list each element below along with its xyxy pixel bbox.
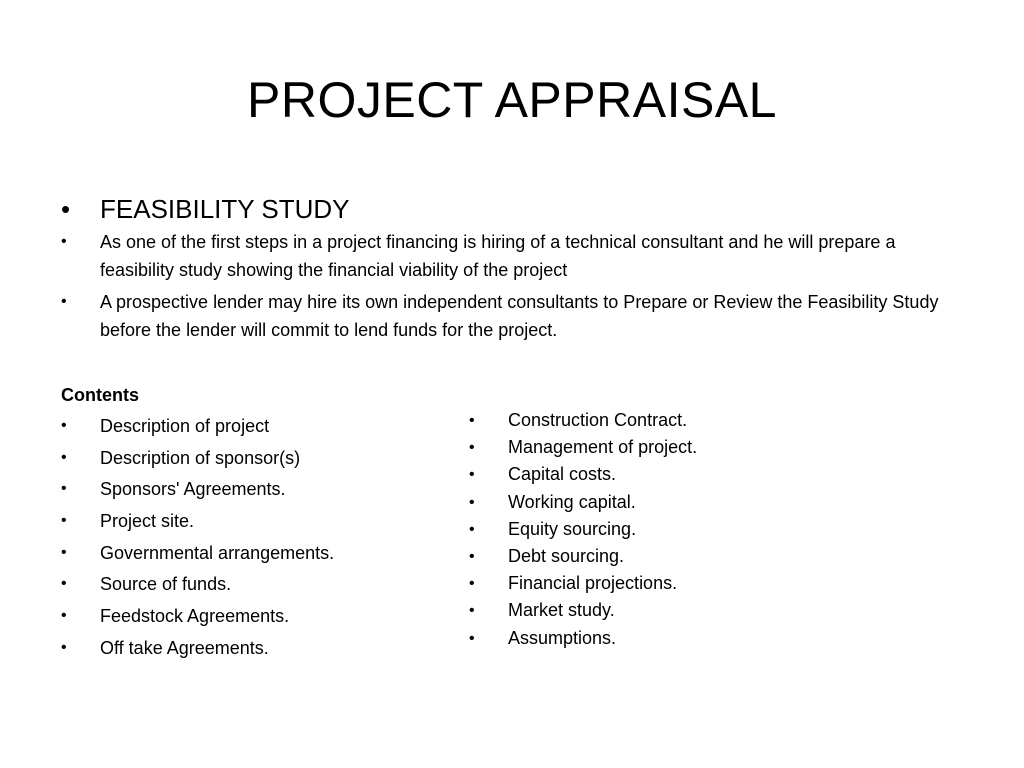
bullet-icon: •: [61, 233, 67, 250]
bullet-icon: •: [469, 520, 475, 538]
bullet-icon: •: [61, 448, 67, 466]
list-item: [60, 412, 460, 440]
list-item: [60, 539, 460, 567]
contents-item: Capital costs.: [508, 464, 617, 485]
bullet-icon: •: [61, 417, 67, 434]
bullet-icon: •: [61, 293, 67, 310]
bullet-icon: •: [469, 602, 475, 620]
contents-item: Equity sourcing.: [508, 518, 637, 539]
contents-item: Construction Contract.: [508, 410, 688, 430]
bullet-text: A prospective lender may hire its own independent consultants to Prepare or Review the Feasibility Study before the lender will commit to lend funds for the project.: [100, 292, 939, 340]
feasibility-study-heading: FEASIBILITY STUDY: [100, 194, 350, 224]
list-item: [468, 543, 968, 570]
list-item: [60, 602, 460, 630]
contents-item: Debt sourcing.: [508, 546, 625, 567]
contents-item: Governmental arrangements.: [100, 542, 335, 563]
bullet-icon: •: [469, 412, 475, 429]
contents-item: Assumptions.: [508, 627, 617, 648]
list-item: [468, 489, 968, 516]
bullet-icon: •: [469, 548, 475, 566]
contents-heading: Contents: [61, 385, 139, 405]
contents-item: Working capital.: [508, 491, 636, 512]
bullet-icon: •: [61, 638, 67, 656]
bullet-icon: •: [469, 575, 475, 593]
bullet-text: As one of the first steps in a project financing is hiring of a technical consultant and he will prepare a feasibility study showing the financial viability of the project: [100, 232, 896, 280]
list-item: [468, 434, 968, 461]
list-item: [60, 634, 460, 662]
list-item: [60, 192, 960, 226]
contents-item: Feedstock Agreements.: [100, 606, 290, 627]
list-item: [60, 475, 460, 503]
contents-item: Market study.: [508, 600, 615, 621]
bullet-icon: •: [61, 575, 67, 593]
bullet-icon: •: [469, 493, 475, 511]
contents-item: Off take Agreements.: [100, 637, 269, 658]
contents-item: Management of project.: [508, 437, 698, 458]
list-item: [468, 461, 968, 488]
bullet-icon: •: [469, 439, 475, 457]
list-item: [468, 407, 968, 434]
list-item: [468, 516, 968, 543]
contents-item: Description of sponsor(s): [100, 447, 301, 468]
list-item: [468, 597, 968, 624]
bullet-icon: •: [61, 543, 67, 561]
contents-item: Sponsors' Agreements.: [100, 479, 286, 500]
contents-item: Project site.: [100, 511, 195, 532]
list-item: [60, 288, 960, 344]
list-item: [60, 570, 460, 598]
list-item: [60, 228, 960, 284]
contents-right-list: [468, 407, 968, 652]
bullet-icon: •: [469, 629, 475, 647]
contents-item: Source of funds.: [100, 574, 232, 595]
list-item: [60, 444, 460, 472]
list-item: [60, 507, 460, 535]
bullet-icon: •: [61, 194, 71, 224]
slide-title: PROJECT APPRAISAL: [247, 72, 777, 128]
bullet-icon: •: [469, 466, 475, 484]
list-item: [468, 570, 968, 597]
main-bullet-list: [60, 192, 960, 348]
contents-item: Description of project: [100, 416, 270, 436]
bullet-icon: •: [61, 480, 67, 498]
bullet-icon: •: [61, 607, 67, 625]
contents-left-list: [60, 412, 460, 666]
list-item: [468, 625, 968, 652]
bullet-icon: •: [61, 512, 67, 530]
contents-item: Financial projections.: [508, 573, 678, 594]
